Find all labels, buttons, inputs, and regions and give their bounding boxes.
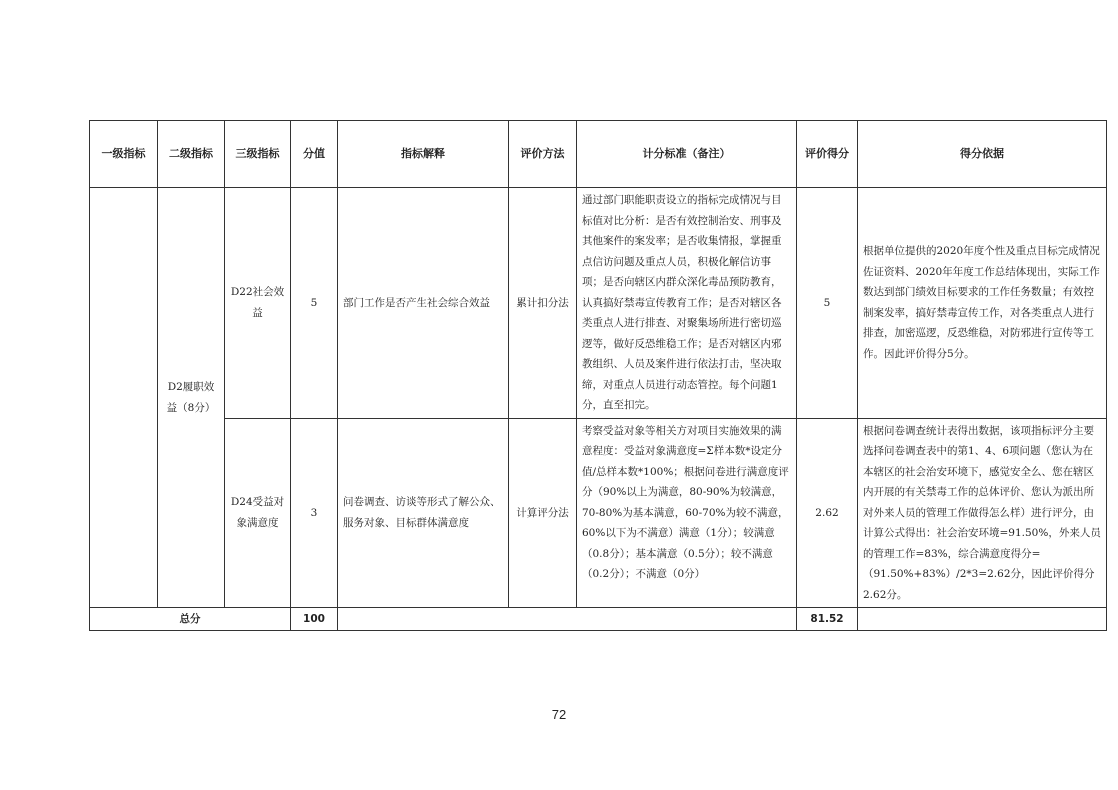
header-level3: 三级指标 [225,121,291,188]
total-empty [338,608,797,631]
basis-cell: 根据问卷调查统计表得出数据，该项指标评分主要选择问卷调查表中的第1、4、6项问题（您认为在本辖区的社会治安环境下，感觉安全么、您在辖区内开展的有关禁毒工作的总体评价、您认为派出所对外来人员的管理工作做得怎么样）进行评分，由计算公式得出：社会治安环境=91.50%，外来人员的管理工作=83%，综合满意度得分=（91.50%+83%）/2*3=2.62分，因此评价得分2.62分。 [858,418,1107,608]
header-score-value: 分值 [291,121,338,188]
total-eval-score: 81.52 [797,608,858,631]
evaluation-table [89,120,1107,631]
score-value-cell: 5 [291,188,338,419]
method-cell: 累计扣分法 [509,188,577,419]
level3-cell: D22社会效益 [225,188,291,419]
score-value-cell: 3 [291,418,338,608]
header-level1: 一级指标 [90,121,158,188]
total-score-value: 100 [291,608,338,631]
level2-cell: D2履职效益（8分） [158,188,225,608]
standard-cell: 通过部门职能职责设立的指标完成情况与目标值对比分析：是否有效控制治安、刑事及其他案件的案发率；是否收集情报，掌握重点信访问题及重点人员，积极化解信访事项；是否向辖区内群众深化毒品预防教育，认真搞好禁毒宣传教育工作；是否对辖区各类重点人进行排查、对聚集场所进行密切巡逻等，做好反恐维稳工作；是否对辖区内邪教组织、人员及案件进行依法打击，坚决取缔，对重点人员进行动态管控。每个问题1分，直至扣完。 [577,188,797,419]
header-row [90,121,1107,188]
total-label: 总分 [90,608,291,631]
header-method: 评价方法 [509,121,577,188]
level1-cell [90,188,158,608]
page-number: 72 [551,707,567,722]
explanation-cell: 问卷调查、访谈等形式了解公众、服务对象、目标群体满意度 [338,418,509,608]
header-basis: 得分依据 [858,121,1107,188]
explanation-cell: 部门工作是否产生社会综合效益 [338,188,509,419]
header-standard: 计分标准（备注） [577,121,797,188]
level3-cell: D24受益对象满意度 [225,418,291,608]
header-level2: 二级指标 [158,121,225,188]
table-row [90,188,1107,419]
eval-score-cell: 5 [797,188,858,419]
total-basis-empty [858,608,1107,631]
header-explanation: 指标解释 [338,121,509,188]
method-cell: 计算评分法 [509,418,577,608]
standard-cell: 考察受益对象等相关方对项目实施效果的满意程度：受益对象满意度=Σ样本数*设定分值/总样本数*100%；根据问卷进行满意度评分（90%以上为满意，80-90%为较满意，70-80%为基本满意，60-70%为较不满意，60%以下为不满意）满意（1分）；较满意（0.8分）；基本满意（0.5分）；较不满意（0.2分）；不满意（0分） [577,418,797,608]
basis-cell: 根据单位提供的2020年度个性及重点目标完成情况佐证资料、2020年年度工作总结体现出，实际工作数达到部门绩效目标要求的工作任务数量；有效控制案发率，搞好禁毒宣传工作，对各类重点人进行排查，加密巡逻，反恐维稳，对防邪进行宣传等工作。因此评价得分5分。 [858,188,1107,419]
header-eval-score: 评价得分 [797,121,858,188]
eval-score-cell: 2.62 [797,418,858,608]
table-row [90,418,1107,608]
total-row [90,608,1107,631]
